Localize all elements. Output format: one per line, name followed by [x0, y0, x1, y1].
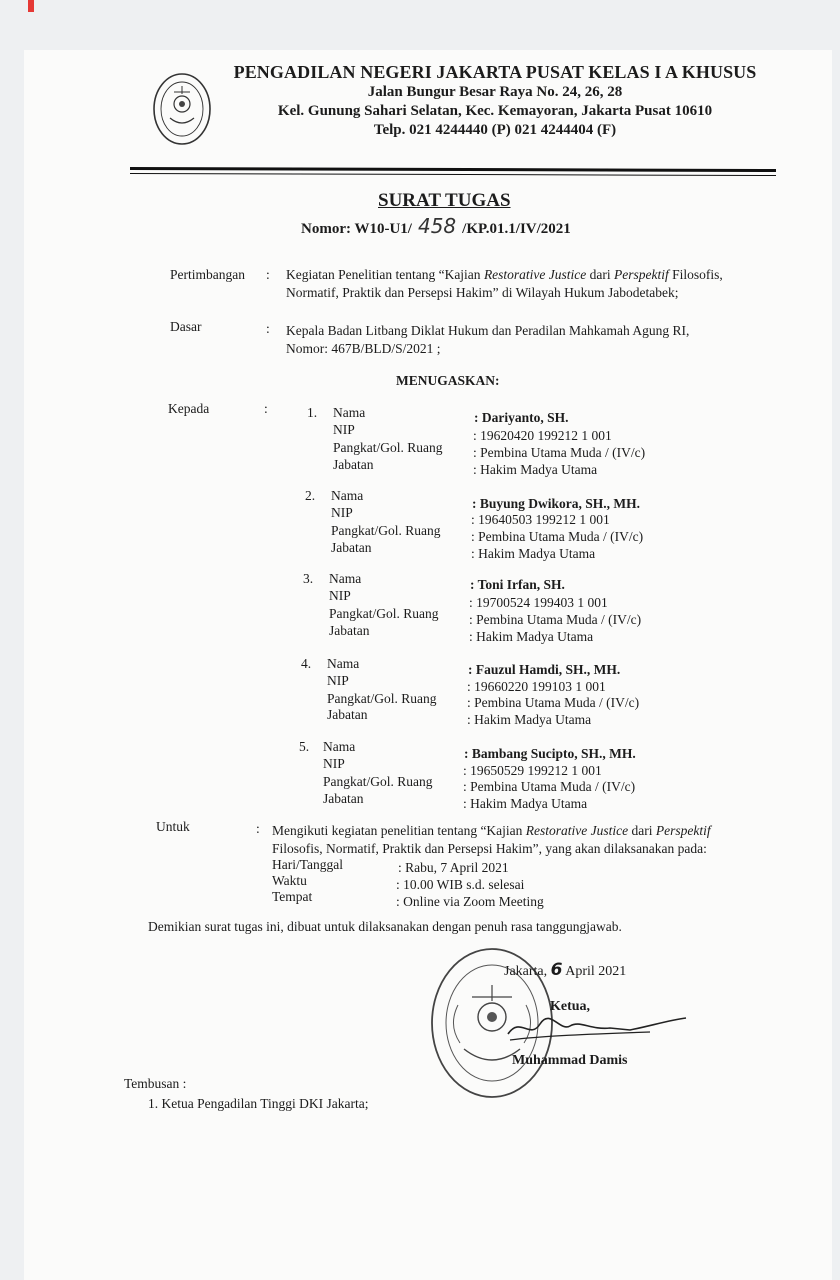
label-nama: Nama	[327, 656, 360, 671]
label-nip: NIP	[331, 505, 353, 520]
phone-line: Telp. 021 4244440 (P) 021 4244404 (F)	[373, 122, 617, 138]
dasar-colon: :	[266, 321, 270, 336]
person-rank: : Pembina Utama Muda / (IV/c)	[473, 445, 646, 460]
letterhead	[200, 62, 790, 140]
label-pangkat: Pangkat/Gol. Ruang	[331, 523, 441, 538]
address-line-1: Jalan Bungur Besar Raya No. 24, 26, 28	[367, 84, 623, 100]
kepada-label: Kepada	[168, 401, 210, 416]
dasar-label: Dasar	[170, 319, 202, 334]
kepada-colon: :	[264, 401, 268, 416]
label-nama: Nama	[333, 405, 366, 420]
person-rank: : Pembina Utama Muda / (IV/c)	[467, 695, 640, 710]
person-number: 4.	[301, 656, 312, 671]
label-nip: NIP	[323, 756, 345, 771]
tempat-value: : Online via Zoom Meeting	[396, 894, 544, 909]
signer-name: Muhammad Damis	[512, 1053, 628, 1068]
person-number: 2.	[305, 488, 316, 503]
corner-mark	[28, 0, 34, 12]
person-number: 5.	[299, 739, 310, 754]
label-nama: Nama	[329, 571, 362, 586]
pertimbangan-line-2: Normatif, Praktik dan Persepsi Hakim” di Wilayah Hukum Jabodetabek;	[286, 285, 679, 300]
person-name: : Fauzul Hamdi, SH., MH.	[468, 662, 621, 677]
waktu-value: : 10.00 WIB s.d. selesai	[396, 877, 525, 892]
untuk-line-2: Filosofis, Normatif, Praktik dan Persepsi Hakim”, yang akan dilaksanakan pada:	[272, 841, 707, 856]
label-jabatan: Jabatan	[327, 707, 368, 722]
person-number: 1.	[307, 405, 318, 420]
person-position: : Hakim Madya Utama	[463, 796, 588, 811]
handwritten-day: 6	[550, 960, 563, 980]
label-pangkat: Pangkat/Gol. Ruang	[327, 691, 437, 706]
label-nip: NIP	[327, 673, 349, 688]
pertimbangan-colon: :	[266, 267, 270, 282]
label-nama: Nama	[323, 739, 356, 754]
number-suffix: /KP.01.1/IV/2021	[462, 221, 571, 237]
person-nip: : 19660220 199103 1 001	[467, 679, 606, 694]
person-position: : Hakim Madya Utama	[467, 712, 592, 727]
untuk-label: Untuk	[156, 819, 190, 834]
label-nama: Nama	[331, 488, 364, 503]
pertimbangan-line-1: Kegiatan Penelitian tentang “Kajian Restorative Justice dari Perspektif Filosofis,	[286, 267, 723, 282]
untuk-colon: :	[256, 821, 260, 836]
document-number	[301, 214, 571, 238]
address-line-2: Kel. Gunung Sahari Selatan, Kec. Kemayoran, Jakarta Pusat 10610	[277, 103, 713, 119]
person-position: : Hakim Madya Utama	[471, 546, 596, 561]
menugaskan-heading: MENUGASKAN:	[396, 373, 500, 388]
waktu-label: Waktu	[272, 873, 307, 888]
pertimbangan-label: Pertimbangan	[170, 267, 245, 282]
person-name: : Buyung Dwikora, SH., MH.	[472, 496, 641, 511]
dasar-line-2: Nomor: 467B/BLD/S/2021 ;	[286, 341, 441, 356]
place-date: Jakarta, 6 April 2021	[504, 960, 627, 980]
label-nip: NIP	[333, 422, 355, 437]
signer-title: Ketua,	[550, 999, 591, 1014]
person-nip: : 19700524 199403 1 001	[469, 595, 608, 610]
number-prefix: Nomor: W10-U1/	[301, 221, 412, 237]
person-rank: : Pembina Utama Muda / (IV/c)	[471, 529, 644, 544]
document-title: SURAT TUGAS	[378, 190, 511, 211]
person-name: : Bambang Sucipto, SH., MH.	[464, 746, 636, 761]
person-position: : Hakim Madya Utama	[469, 629, 594, 644]
label-jabatan: Jabatan	[323, 791, 364, 806]
hari-value: : Rabu, 7 April 2021	[398, 860, 509, 875]
label-pangkat: Pangkat/Gol. Ruang	[323, 774, 433, 789]
label-jabatan: Jabatan	[331, 540, 372, 555]
person-name: : Dariyanto, SH.	[474, 410, 569, 425]
person-nip: : 19650529 199212 1 001	[463, 763, 602, 778]
label-jabatan: Jabatan	[329, 623, 370, 638]
person-rank: : Pembina Utama Muda / (IV/c)	[469, 612, 642, 627]
closing-statement: Demikian surat tugas ini, dibuat untuk dilaksanakan dengan penuh rasa tanggungjawab.	[148, 919, 622, 934]
person-number: 3.	[303, 571, 314, 586]
person-name: : Toni Irfan, SH.	[470, 577, 565, 592]
dasar-line-1: Kepala Badan Litbang Diklat Hukum dan Peradilan Mahkamah Agung RI,	[286, 323, 690, 338]
hari-label: Hari/Tanggal	[272, 857, 344, 872]
person-nip: : 19640503 199212 1 001	[471, 512, 610, 527]
untuk-line-1: Mengikuti kegiatan penelitian tentang “Kajian Restorative Justice dari Perspektif	[272, 823, 711, 838]
court-name: PENGADILAN NEGERI JAKARTA PUSAT KELAS I A KHUSUS	[233, 62, 757, 82]
label-nip: NIP	[329, 588, 351, 603]
tembusan-item-1: 1. Ketua Pengadilan Tinggi DKI Jakarta;	[148, 1096, 369, 1111]
person-position: : Hakim Madya Utama	[473, 462, 598, 477]
label-pangkat: Pangkat/Gol. Ruang	[333, 440, 443, 455]
handwritten-number: 458	[417, 214, 457, 238]
tempat-label: Tempat	[272, 889, 313, 904]
tembusan-label: Tembusan :	[124, 1076, 187, 1091]
signature-icon	[500, 1010, 690, 1042]
person-nip: : 19620420 199212 1 001	[473, 428, 612, 443]
label-pangkat: Pangkat/Gol. Ruang	[329, 606, 439, 621]
label-jabatan: Jabatan	[333, 457, 374, 472]
person-rank: : Pembina Utama Muda / (IV/c)	[463, 779, 636, 794]
